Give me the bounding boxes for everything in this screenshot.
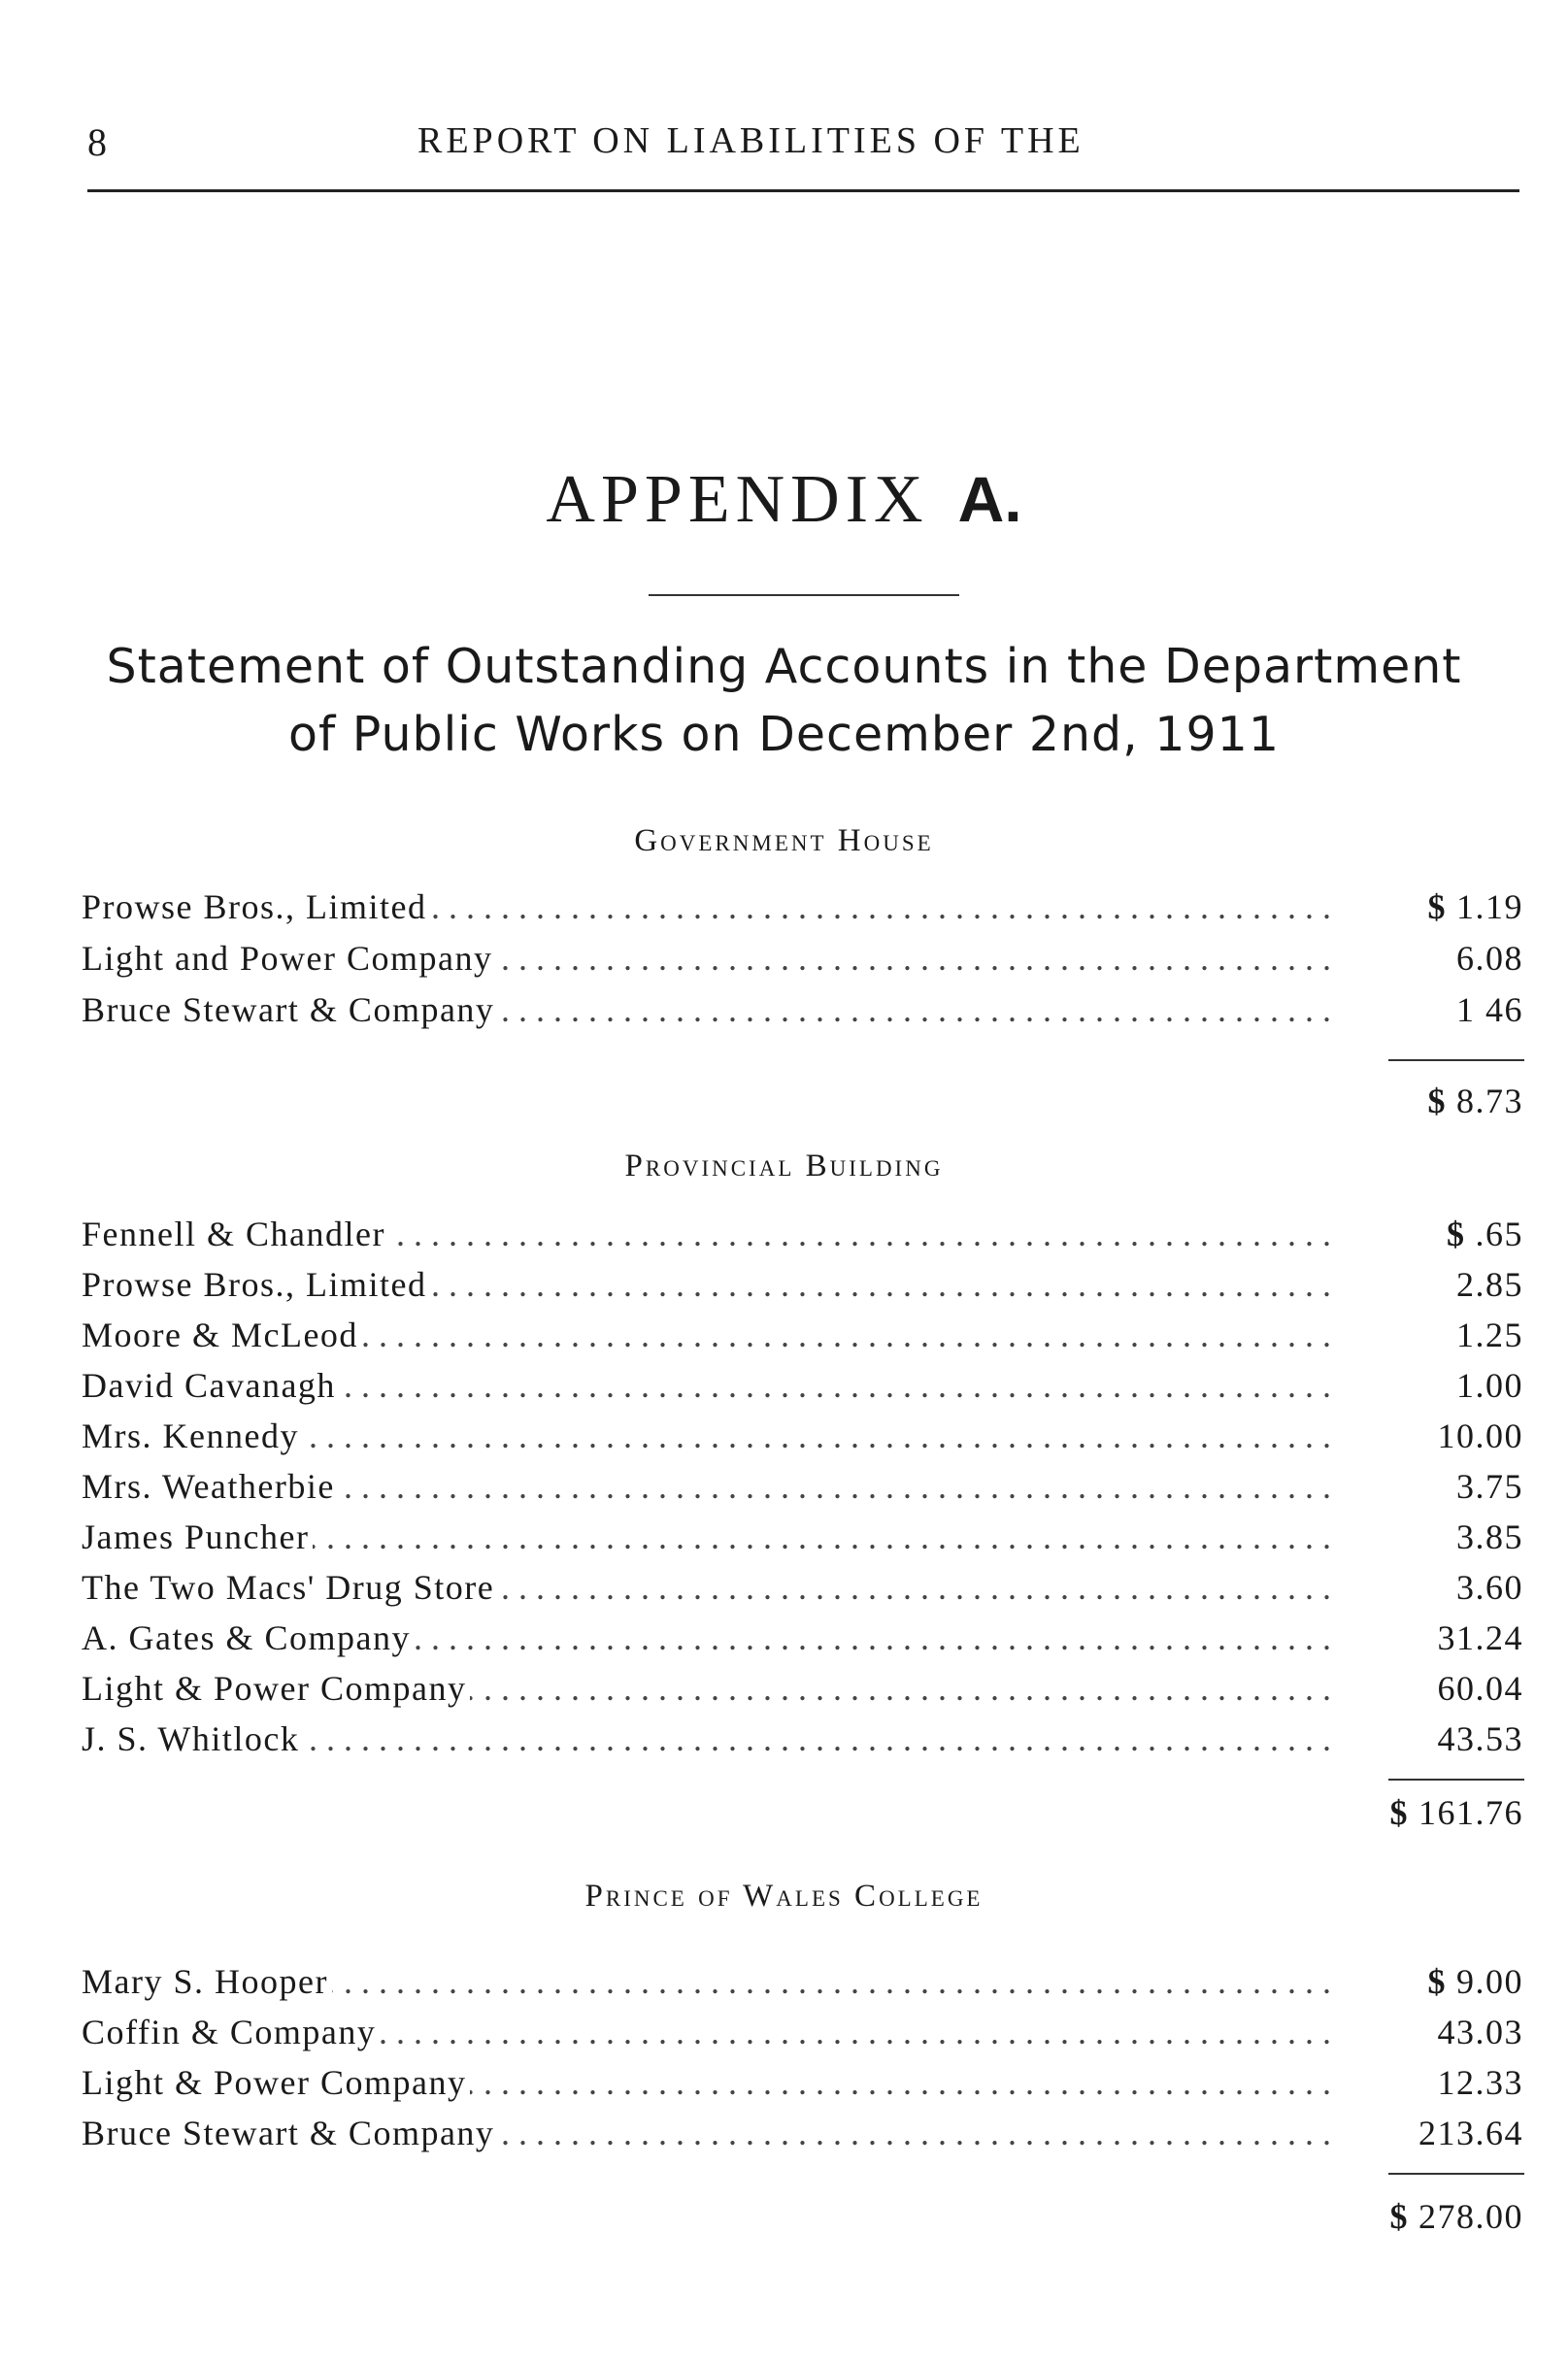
account-amount [1339, 1264, 1523, 1305]
account-name: The Two Macs' Drug Store [82, 1567, 498, 1608]
account-name: J. S. Whitlock [82, 1718, 303, 1759]
account-row [82, 886, 1523, 937]
amount-value: 2.85 [1456, 1265, 1523, 1304]
account-name: Light & Power Company [82, 1668, 470, 1709]
amount-value: 3.85 [1456, 1517, 1523, 1556]
account-amount [1339, 886, 1523, 927]
amount-value: 43.03 [1437, 2013, 1523, 2051]
account-amount [1339, 1315, 1523, 1355]
account-name: Light and Power Company [82, 938, 496, 979]
appendix-label: APPENDIX [546, 462, 929, 537]
running-head [87, 112, 1529, 164]
amount-value: 1 46 [1456, 990, 1523, 1029]
section-total [1271, 1081, 1523, 1121]
account-row [82, 1365, 1523, 1416]
account-row [82, 1718, 1523, 1769]
account-amount [1339, 2012, 1523, 2052]
account-row [82, 1214, 1523, 1264]
account-row [82, 2012, 1523, 2062]
account-name: Mary S. Hooper [82, 1961, 332, 2002]
account-row [82, 1961, 1523, 2012]
amount-value: 10.00 [1437, 1416, 1523, 1455]
account-row [82, 938, 1523, 988]
account-name: A. Gates & Company [82, 1617, 415, 1658]
amount-value: 3.60 [1456, 1568, 1523, 1607]
account-row [82, 1567, 1523, 1617]
account-amount [1339, 1718, 1523, 1759]
account-amount [1339, 1617, 1523, 1658]
currency-symbol: $ [1389, 1793, 1409, 1832]
amount-value: 31.24 [1437, 1618, 1523, 1657]
total-rule [1388, 2173, 1524, 2175]
account-row [82, 1617, 1523, 1668]
currency-symbol: $ [1427, 887, 1447, 926]
account-name: Coffin & Company [82, 2012, 380, 2052]
amount-value: 9.00 [1456, 1962, 1523, 2001]
heading-divider [649, 594, 959, 596]
account-amount [1339, 1416, 1523, 1456]
section-heading-government-house: Government House [634, 823, 934, 858]
account-amount [1339, 1466, 1523, 1507]
total-rule [1388, 1779, 1524, 1781]
amount-value: 1.25 [1456, 1316, 1523, 1354]
account-amount [1339, 1567, 1523, 1608]
appendix-letter: A. [957, 463, 1022, 535]
account-row [82, 1516, 1523, 1567]
account-name: Bruce Stewart & Company [82, 989, 498, 1030]
account-name: Bruce Stewart & Company [82, 2113, 498, 2153]
section-heading-provincial-building: Provincial Building [624, 1149, 944, 1183]
account-amount [1339, 2062, 1523, 2103]
account-row [82, 1668, 1523, 1718]
statement-title [0, 633, 1568, 769]
account-amount [1339, 1668, 1523, 1709]
account-amount [1339, 1214, 1523, 1254]
appendix-heading [0, 461, 1568, 539]
account-row [82, 989, 1523, 1040]
account-amount [1339, 989, 1523, 1030]
amount-value: 213.64 [1418, 2114, 1523, 2152]
account-row [82, 1466, 1523, 1516]
total-value: 278.00 [1418, 2197, 1523, 2236]
amount-value: 1.19 [1456, 887, 1523, 926]
currency-symbol: $ [1427, 1962, 1447, 2001]
account-amount [1339, 1516, 1523, 1557]
section-total [1271, 2196, 1523, 2237]
currency-symbol: $ [1427, 1082, 1447, 1120]
amount-value: 43.53 [1437, 1719, 1523, 1758]
account-name: Prowse Bros., Limited [82, 886, 430, 927]
currency-symbol: $ [1447, 1215, 1466, 1253]
currency-symbol: $ [1389, 2197, 1409, 2236]
account-name: Light & Power Company [82, 2062, 470, 2103]
account-row [82, 1315, 1523, 1365]
page-number: 8 [87, 120, 108, 164]
statement-line-2: of Public Works on December 2nd, 1911 [287, 707, 1281, 762]
amount-value: .65 [1475, 1215, 1523, 1253]
amount-value: 12.33 [1437, 2063, 1523, 2102]
amount-value: 60.04 [1437, 1669, 1523, 1708]
account-amount [1339, 938, 1523, 979]
total-rule [1388, 1059, 1524, 1061]
account-name: Mrs. Kennedy [82, 1416, 303, 1456]
total-value: 8.73 [1456, 1082, 1523, 1120]
account-row [82, 2062, 1523, 2113]
account-name: David Cavanagh [82, 1365, 340, 1406]
account-name: Prowse Bros., Limited [82, 1264, 430, 1305]
total-value: 161.76 [1418, 1793, 1523, 1832]
account-row [82, 2113, 1523, 2163]
account-row [82, 1264, 1523, 1315]
account-name: James Puncher [82, 1516, 313, 1557]
account-amount [1339, 2113, 1523, 2153]
account-name: Mrs. Weatherbie [82, 1466, 339, 1507]
amount-value: 6.08 [1456, 939, 1523, 978]
account-name: Fennell & Chandler [82, 1214, 389, 1254]
account-name: Moore & McLeod [82, 1315, 362, 1355]
amount-value: 3.75 [1456, 1467, 1523, 1506]
account-amount [1339, 1961, 1523, 2002]
amount-value: 1.00 [1456, 1366, 1523, 1405]
running-title: REPORT ON LIABILITIES OF THE [417, 120, 1084, 161]
statement-line-1: Statement of Outstanding Accounts in the Department [106, 639, 1462, 694]
header-rule [87, 189, 1519, 192]
section-heading-prince-of-wales-college: Prince of Wales College [584, 1879, 984, 1914]
account-amount [1339, 1365, 1523, 1406]
section-total [1271, 1792, 1523, 1833]
account-row [82, 1416, 1523, 1466]
